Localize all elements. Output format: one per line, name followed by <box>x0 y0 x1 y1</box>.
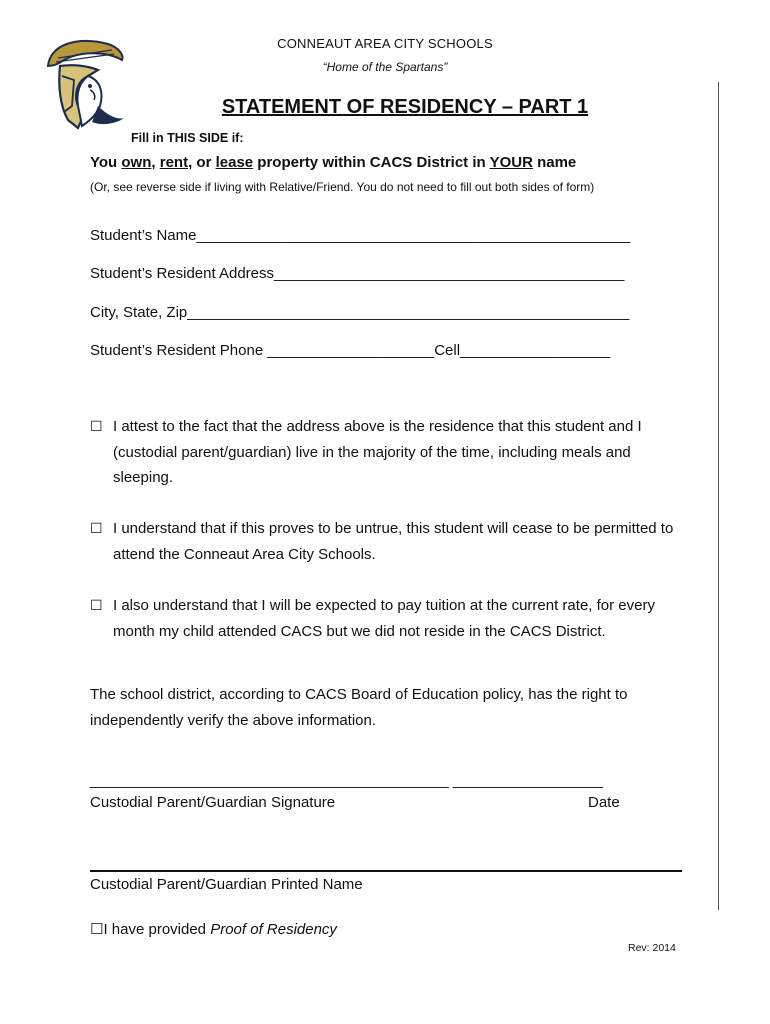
signature-line[interactable]: ___________________________________________ __________________ <box>90 772 604 789</box>
city-state-zip-field[interactable]: City, State, Zip_____________________________________________________ <box>90 304 630 321</box>
fill-in-instruction: Fill in THIS SIDE if: <box>131 131 244 145</box>
resident-address-field[interactable]: Student’s Resident Address__________________________________________ <box>90 265 625 282</box>
attestation-tuition[interactable] <box>90 593 690 644</box>
student-name-field[interactable]: Student’s Name____________________________________________________ <box>90 227 631 244</box>
margin-rule <box>718 82 719 910</box>
attestation-residence[interactable] <box>90 414 690 491</box>
attestation-text: I also understand that I will be expected to pay tuition at the current rate, for every month my child attended CACS but we did not reside in the CACS District. <box>113 597 655 640</box>
page-title: STATEMENT OF RESIDENCY – PART 1 <box>221 96 589 118</box>
printed-name-label: Custodial Parent/Guardian Printed Name <box>90 876 363 893</box>
attestation-text: I understand that if this proves to be untrue, this student will cease to be permitted to attend the Conneaut Area City Schools. <box>113 520 674 563</box>
checkbox-icon[interactable]: ☐ <box>90 597 103 613</box>
reverse-side-note: (Or, see reverse side if living with Relative/Friend. You do not need to fill out both sides of form) <box>90 180 595 194</box>
printed-name-line[interactable] <box>90 870 682 872</box>
residency-condition: You own, rent, or lease property within CACS District in YOUR name <box>90 154 577 171</box>
proof-of-residency-checkbox[interactable]: ☐I have provided Proof of Residency <box>90 921 337 938</box>
resident-phone-field[interactable]: Student’s Resident Phone ____________________Cell__________________ <box>90 342 611 359</box>
revision-label: Rev: 2014 <box>628 942 676 954</box>
school-motto: “Home of the Spartans” <box>322 60 448 74</box>
school-name: CONNEAUT AREA CITY SCHOOLS <box>277 36 493 51</box>
date-label: Date <box>588 794 620 811</box>
verification-policy: The school district, according to CACS Board of Education policy, has the right to independently verify the above information. <box>90 686 628 729</box>
checkbox-icon[interactable]: ☐ <box>90 520 103 536</box>
checkbox-icon[interactable]: ☐ <box>90 418 103 434</box>
checkbox-icon[interactable]: ☐ <box>90 921 104 938</box>
signature-label: Custodial Parent/Guardian Signature <box>90 794 336 811</box>
attestation-text: I attest to the fact that the address above is the residence that this student and I (custodial parent/guardian) live in the majority of the time, including meals and sleeping. <box>113 418 642 486</box>
attestation-untrue[interactable] <box>90 516 690 567</box>
